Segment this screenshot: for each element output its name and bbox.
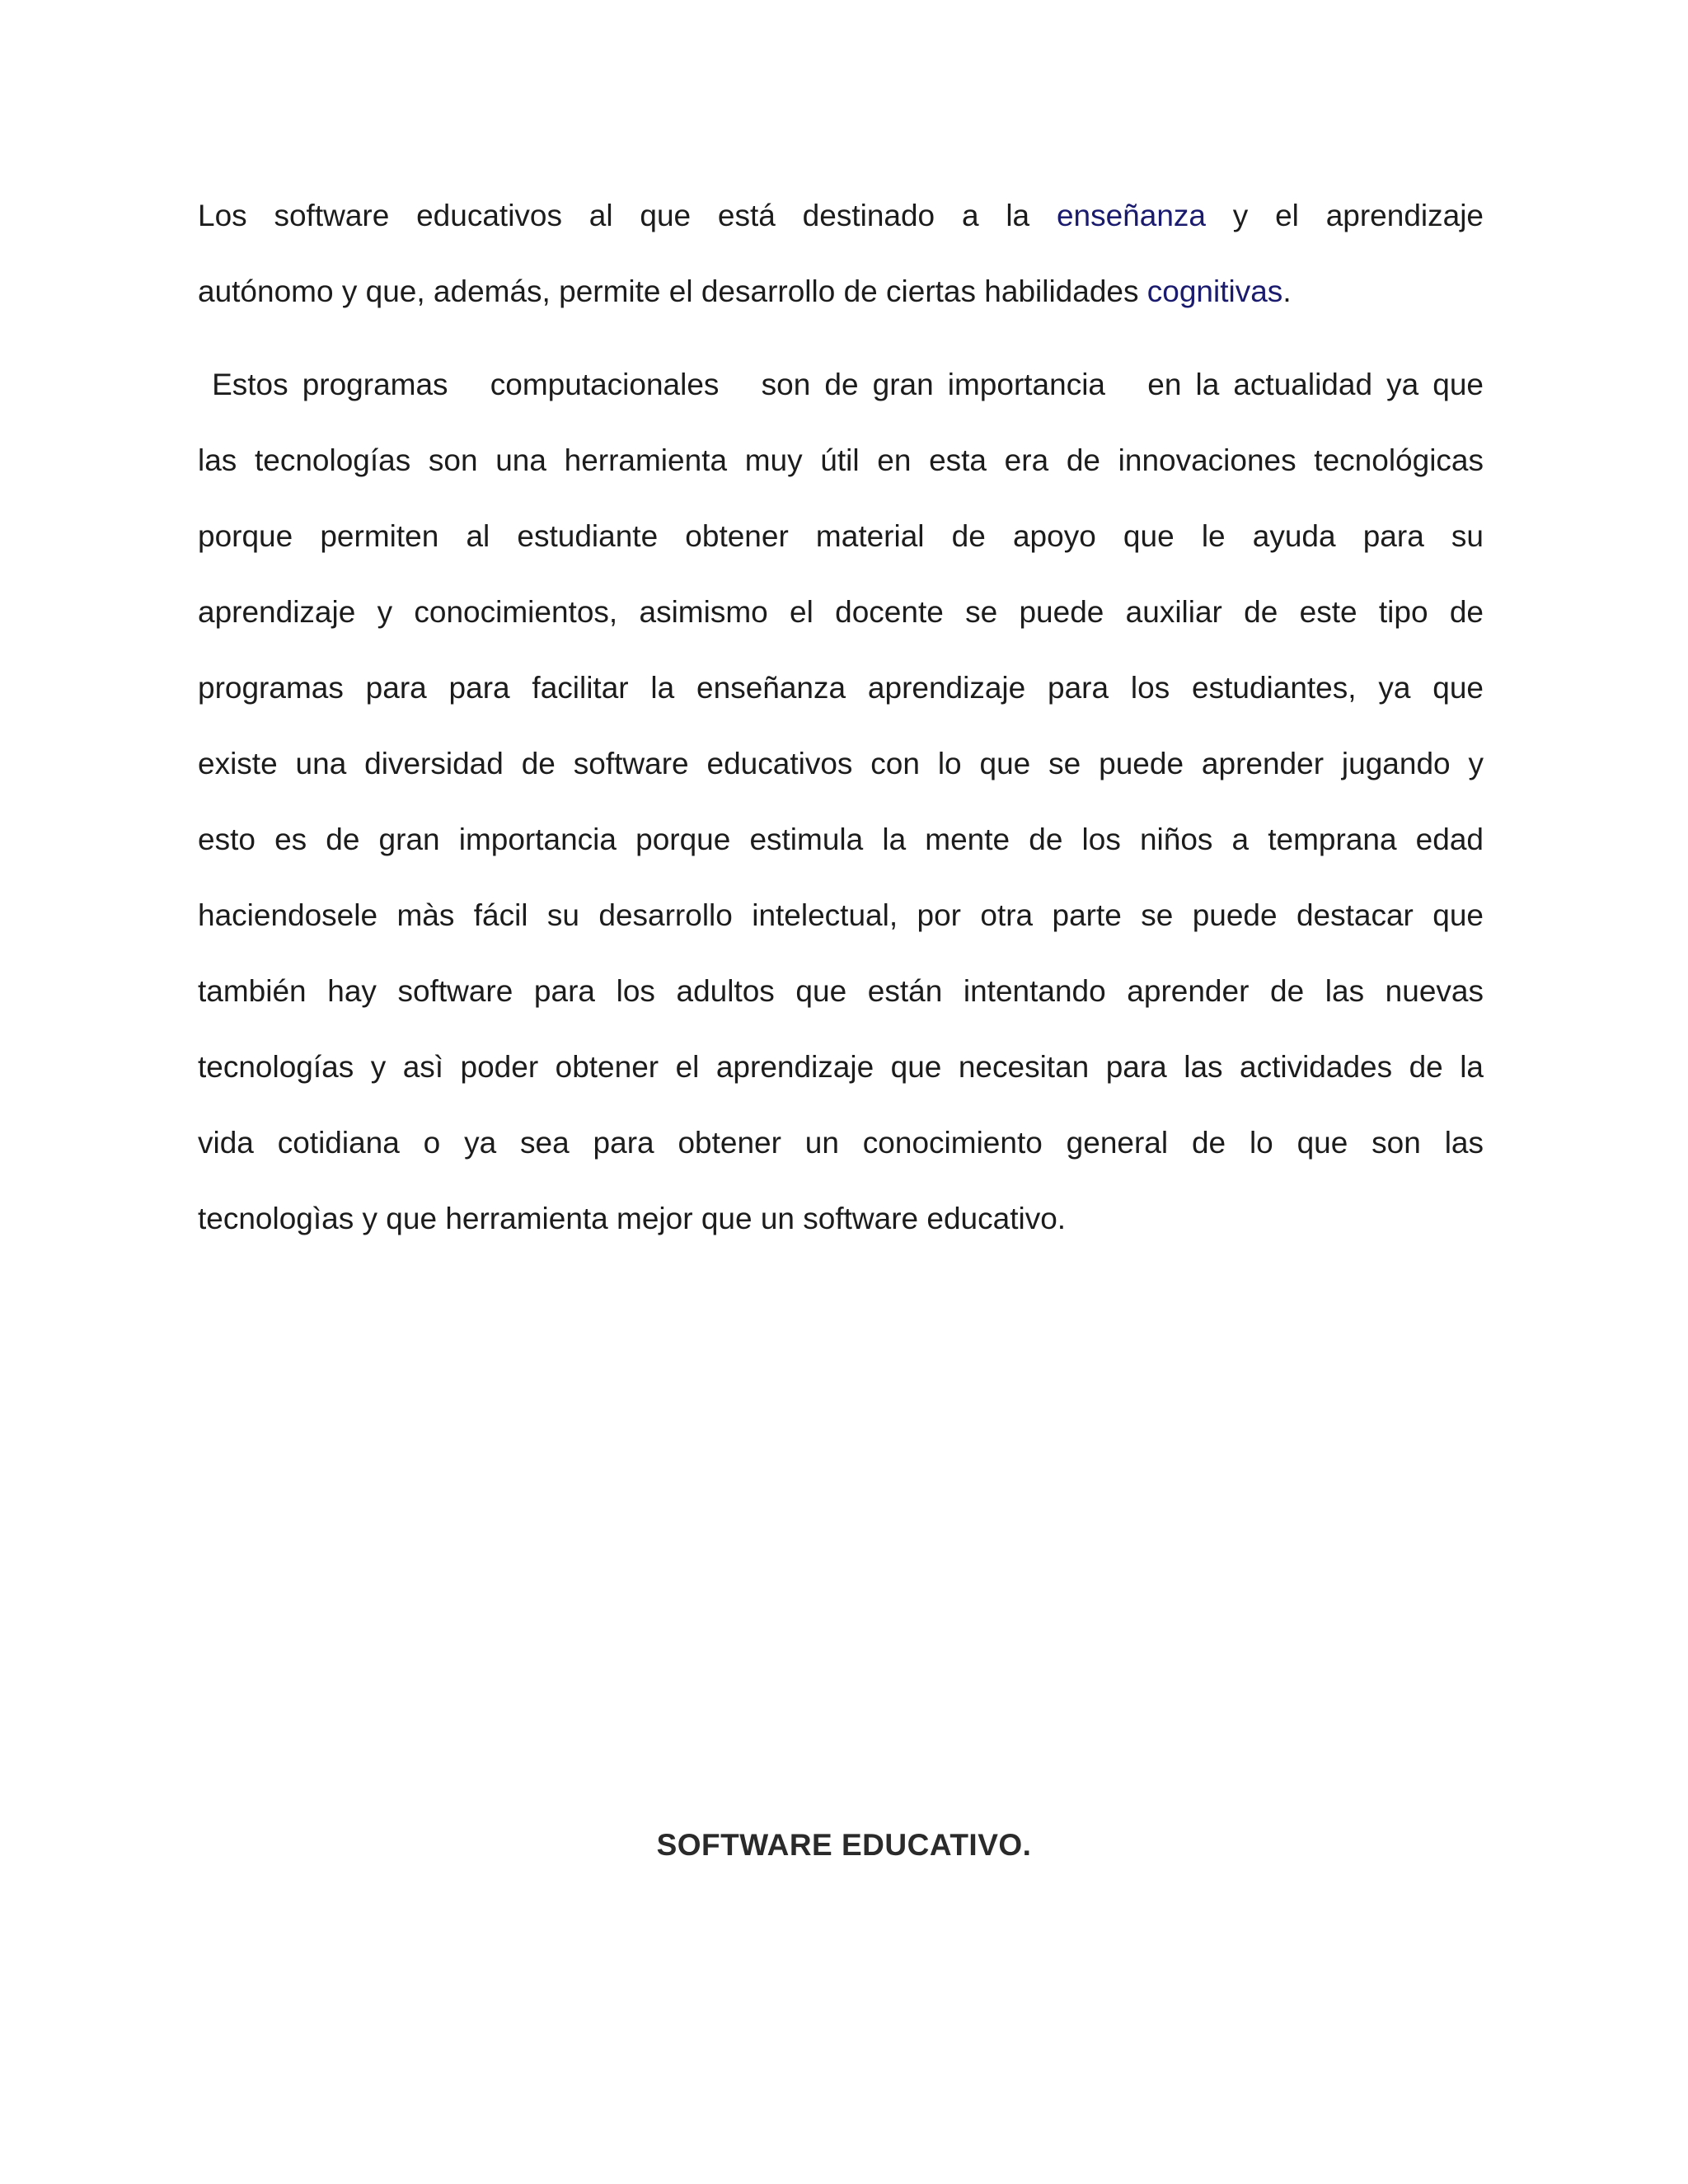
paragraph-2-line: aprendizaje y conocimientos, asimismo el docente se puede auxiliar de este tipo de	[198, 595, 1484, 629]
paragraph-2-line: programas para para facilitar la enseñanza aprendizaje para los estudiantes, ya que	[198, 671, 1484, 705]
paragraph-1-line-2	[198, 273, 1484, 311]
paragraph-1-line-2-text-after: .	[1282, 274, 1292, 308]
paragraph-2-line: también hay software para los adultos que están intentando aprender de las nuevas	[198, 974, 1484, 1008]
paragraph-2-line: las tecnologías son una herramienta muy útil en esta era de innovaciones tecnológicas	[198, 443, 1484, 477]
paragraph-2-line: haciendosele màs fácil su desarrollo intelectual, por otra parte se puede destacar que	[198, 898, 1484, 932]
paragraph-2-line: existe una diversidad de software educativos con lo que se puede aprender jugando y	[198, 747, 1484, 780]
paragraph-2-line: vida cotidiana o ya sea para obtener un conocimiento general de lo que son las	[198, 1126, 1484, 1160]
paragraph-1-line-2-text-before: autónomo y que, además, permite el desarrollo de ciertas habilidades	[198, 274, 1147, 308]
paragraph-1-line-1-text-after: y el aprendizaje	[1205, 199, 1484, 232]
paragraph-2-line: tecnologìas y que herramienta mejor que un software educativo.	[198, 1202, 1067, 1235]
paragraph-1-line-1	[198, 197, 1484, 235]
paragraph-1-line-1-text-before: Los software educativos al que está destinado a la	[198, 199, 1057, 232]
ensenanza-link[interactable]: enseñanza	[1056, 199, 1206, 232]
paragraph-2-line: Estos programas computacionales son de gran importancia en la actualidad ya que	[198, 368, 1484, 401]
paragraph-2-line: esto es de gran importancia porque estimula la mente de los niños a temprana edad	[198, 823, 1484, 856]
paragraph-2-line: porque permiten al estudiante obtener material de apoyo que le ayuda para su	[198, 519, 1484, 553]
footer-title: SOFTWARE EDUCATIVO.	[656, 1828, 1032, 1862]
paragraph-2-line: tecnologías y asì poder obtener el aprendizaje que necesitan para las actividades de la	[198, 1050, 1484, 1084]
cognitivas-link[interactable]: cognitivas	[1146, 274, 1283, 308]
